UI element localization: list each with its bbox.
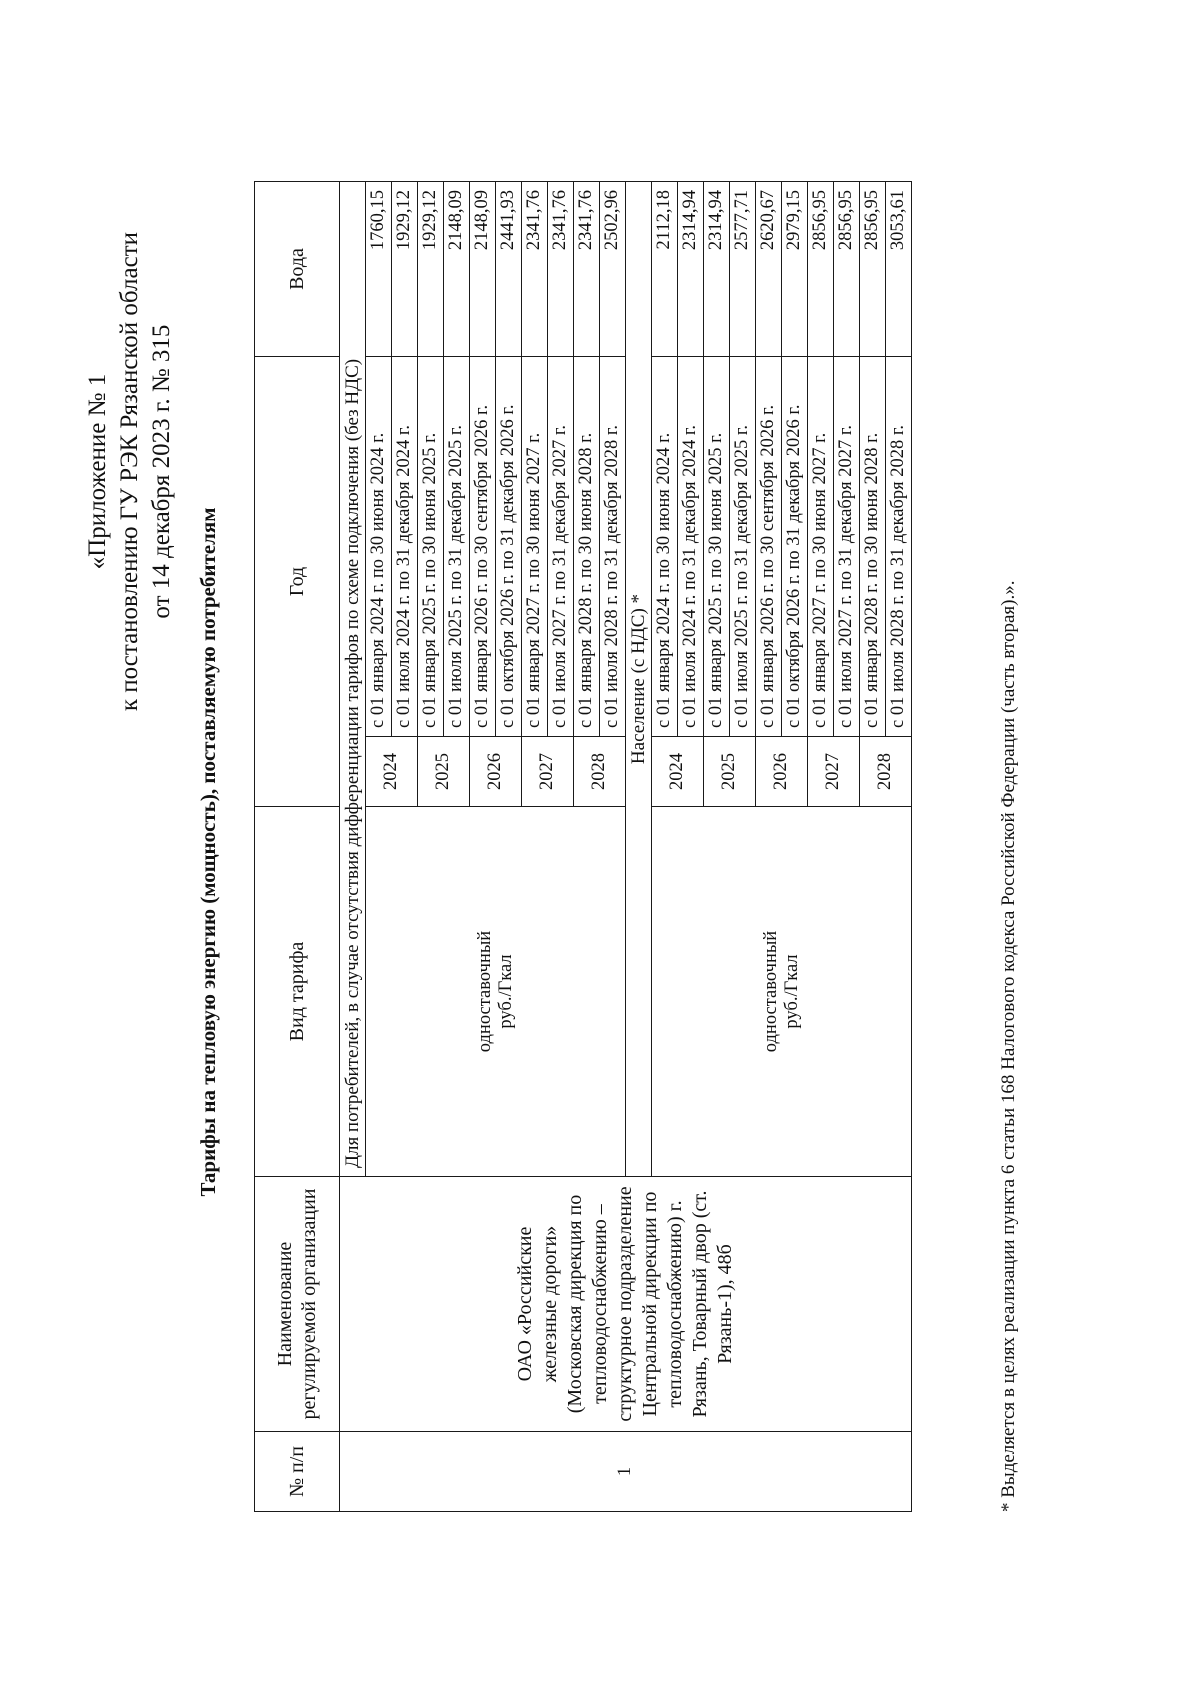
year-cell: 2028 <box>574 737 626 807</box>
appendix-line-1: «Приложение № 1 <box>84 373 111 570</box>
organization-name: ОАО «Российские железные дороги» (Московская дирекция по тепловодоснабжению – структурное подразделение Центральной дирекции по тепловодоснабжению) г. Рязань, Товарный двор (ст. Рязань-1), 48б <box>340 1177 912 1432</box>
tariff-kind-unit: руб./Гкал <box>781 954 802 1029</box>
table-header-row <box>255 182 340 1512</box>
water-tariff-cell: 2979,15 <box>782 182 808 357</box>
water-tariff-cell: 1929,12 <box>418 182 444 357</box>
header-kind: Вид тарифа <box>255 807 340 1177</box>
appendix-header <box>82 232 178 711</box>
water-tariff-cell: 2577,71 <box>730 182 756 357</box>
period-cell: с 01 января 2025 г. по 30 июня 2025 г. <box>704 357 730 737</box>
section-row <box>340 182 366 1512</box>
period-cell: с 01 января 2025 г. по 30 июня 2025 г. <box>418 357 444 737</box>
period-cell: с 01 июля 2027 г. по 31 декабря 2027 г. <box>548 357 574 737</box>
year-cell: 2028 <box>860 737 912 807</box>
section-label: Население (с НДС) * <box>626 182 652 1177</box>
document-title: Тарифы на тепловую энергию (мощность), поставляемую потребителям <box>196 507 220 1197</box>
table-body <box>340 182 912 1512</box>
period-cell: с 01 января 2026 г. по 30 сентября 2026 г. <box>756 357 782 737</box>
water-tariff-cell: 2441,93 <box>496 182 522 357</box>
period-cell: с 01 января 2027 г. по 30 июня 2027 г. <box>522 357 548 737</box>
water-tariff-cell: 2148,09 <box>444 182 470 357</box>
header-water: Вода <box>255 182 340 357</box>
row-number: 1 <box>340 1432 912 1512</box>
header-no: № п/п <box>255 1432 340 1512</box>
year-cell: 2025 <box>418 737 470 807</box>
water-tariff-cell: 2314,94 <box>704 182 730 357</box>
period-cell: с 01 октября 2026 г. по 31 декабря 2026 г. <box>496 357 522 737</box>
period-cell: с 01 июля 2024 г. по 31 декабря 2024 г. <box>678 357 704 737</box>
tariff-table <box>254 181 912 1512</box>
water-tariff-cell: 2112,18 <box>652 182 678 357</box>
period-cell: с 01 июля 2025 г. по 31 декабря 2025 г. <box>730 357 756 737</box>
water-tariff-cell: 1929,12 <box>392 182 418 357</box>
year-cell: 2024 <box>652 737 704 807</box>
period-cell: с 01 января 2024 г. по 30 июня 2024 г. <box>652 357 678 737</box>
water-tariff-cell: 2856,95 <box>860 182 886 357</box>
water-tariff-cell: 2620,67 <box>756 182 782 357</box>
tariff-kind-type: одноставочный <box>474 930 495 1053</box>
water-tariff-cell: 2148,09 <box>470 182 496 357</box>
year-cell: 2025 <box>704 737 756 807</box>
period-cell: с 01 октября 2026 г. по 31 декабря 2026 г. <box>782 357 808 737</box>
year-cell: 2026 <box>756 737 808 807</box>
period-cell: с 01 января 2027 г. по 30 июня 2027 г. <box>808 357 834 737</box>
tariff-kind <box>366 807 626 1177</box>
year-cell: 2024 <box>366 737 418 807</box>
period-cell: с 01 января 2028 г. по 30 июня 2028 г. <box>860 357 886 737</box>
tariff-kind-unit: руб./Гкал <box>495 954 516 1029</box>
period-cell: с 01 июля 2028 г. по 31 декабря 2028 г. <box>886 357 912 737</box>
period-cell: с 01 июля 2025 г. по 31 декабря 2025 г. <box>444 357 470 737</box>
footnote: * Выделяется в целях реализации пункта 6 статьи 168 Налогового кодекса Российской Федерации (часть вторая).». <box>998 580 1019 1512</box>
period-cell: с 01 июля 2028 г. по 31 декабря 2028 г. <box>600 357 626 737</box>
period-cell: с 01 января 2028 г. по 30 июня 2028 г. <box>574 357 600 737</box>
water-tariff-cell: 2341,76 <box>574 182 600 357</box>
section-label: Для потребителей, в случае отсутствия дифференциации тарифов по схеме подключения (без НДС) <box>340 182 366 1177</box>
year-cell: 2027 <box>522 737 574 807</box>
appendix-line-2: к постановлению ГУ РЭК Рязанской области <box>116 232 143 712</box>
water-tariff-cell: 1760,15 <box>366 182 392 357</box>
tariff-kind <box>652 807 912 1177</box>
water-tariff-cell: 2341,76 <box>548 182 574 357</box>
period-cell: с 01 января 2024 г. по 30 июня 2024 г. <box>366 357 392 737</box>
year-cell: 2026 <box>470 737 522 807</box>
period-cell: с 01 января 2026 г. по 30 сентября 2026 г. <box>470 357 496 737</box>
header-org: Наименование регулируемой организации <box>255 1177 340 1432</box>
appendix-line-3: от 14 декабря 2023 г. № 315 <box>148 324 175 619</box>
header-year: Год <box>255 357 340 807</box>
period-cell: с 01 июля 2024 г. по 31 декабря 2024 г. <box>392 357 418 737</box>
water-tariff-cell: 2502,96 <box>600 182 626 357</box>
water-tariff-cell: 2856,95 <box>834 182 860 357</box>
water-tariff-cell: 2341,76 <box>522 182 548 357</box>
tariff-kind-type: одноставочный <box>760 930 781 1053</box>
period-cell: с 01 июля 2027 г. по 31 декабря 2027 г. <box>834 357 860 737</box>
water-tariff-cell: 3053,61 <box>886 182 912 357</box>
water-tariff-cell: 2856,95 <box>808 182 834 357</box>
water-tariff-cell: 2314,94 <box>678 182 704 357</box>
year-cell: 2027 <box>808 737 860 807</box>
